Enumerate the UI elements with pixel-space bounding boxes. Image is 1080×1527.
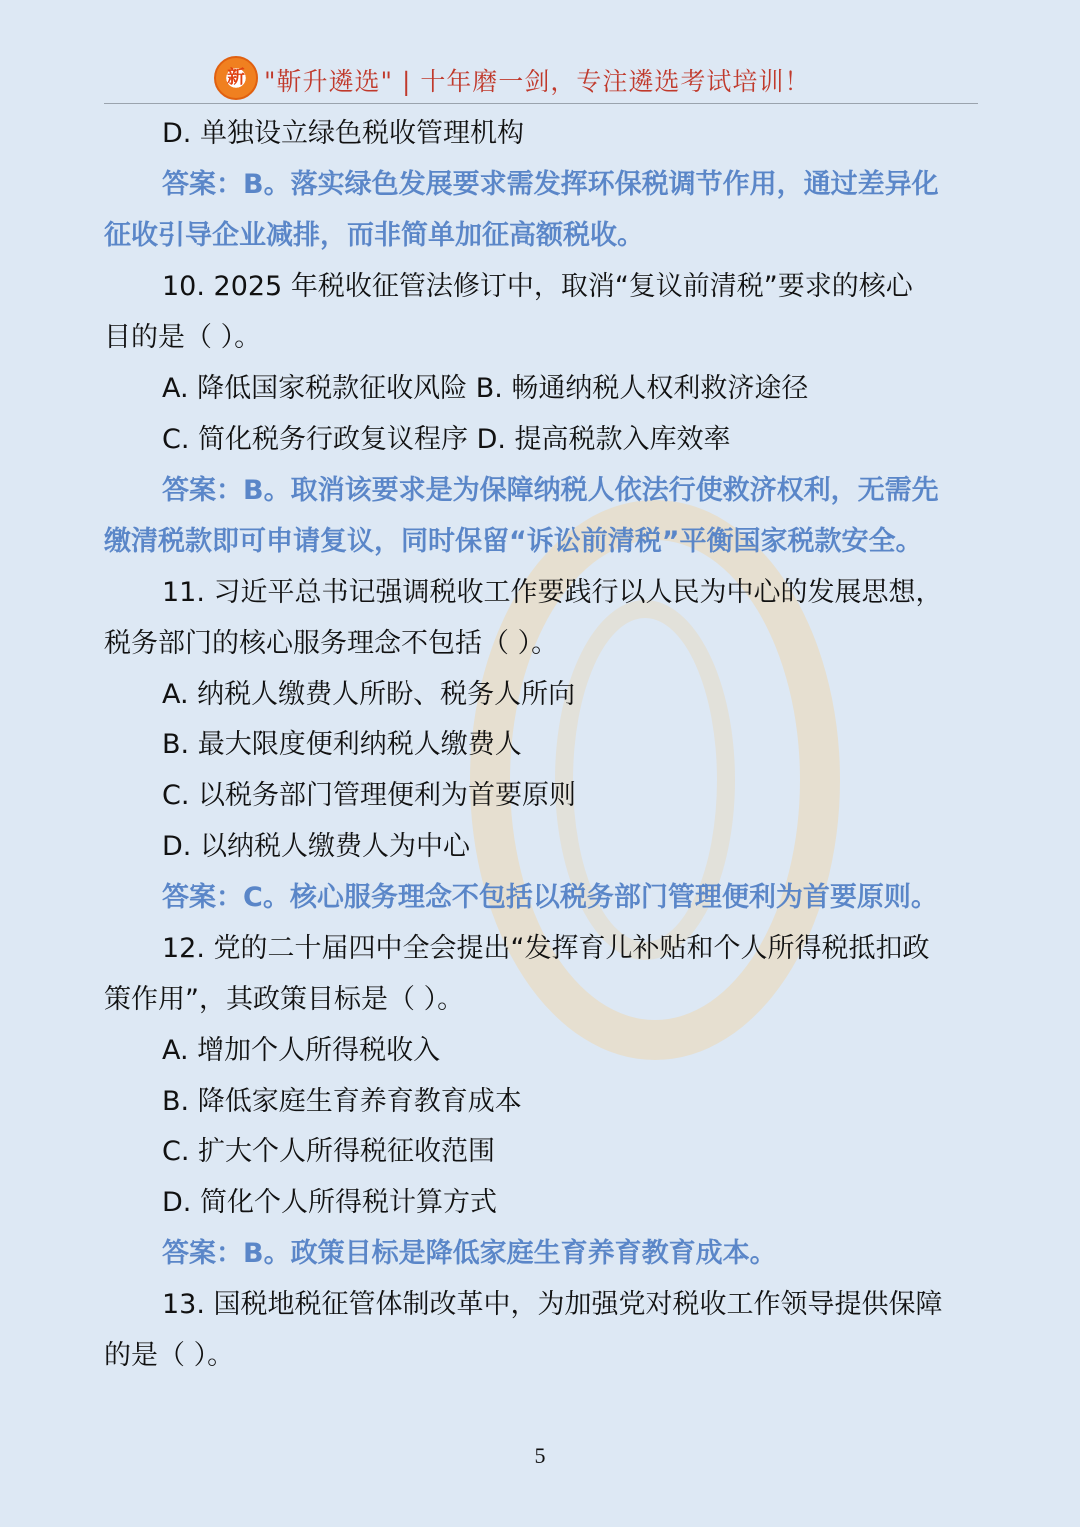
option-line: D. 简化个人所得税计算方式	[162, 1187, 497, 1218]
question-line: 13. 国税地税征管体制改革中，为加强党对税收工作领导提供保障	[162, 1289, 943, 1320]
answer-line: 征收引导企业减排，而非简单加征高额税收。	[104, 220, 644, 251]
question-line: 税务部门的核心服务理念不包括（ ）。	[104, 628, 559, 659]
option-line: C. 简化税务行政复议程序 D. 提高税款入库效率	[162, 424, 731, 455]
answer-line: 答案：B。落实绿色发展要求需发挥环保税调节作用，通过差异化	[162, 169, 939, 200]
question-line: 10. 2025 年税收征管法修订中，取消“复议前清税”要求的核心	[162, 271, 913, 302]
answer-line: 答案：C。核心服务理念不包括以税务部门管理便利为首要原则。	[162, 882, 938, 913]
option-line: B. 最大限度便利纳税人缴费人	[162, 729, 522, 760]
answer-line: 答案：B。取消该要求是为保障纳税人依法行使救济权利，无需先	[162, 475, 939, 506]
answer-line: 缴清税款即可申请复议，同时保留“诉讼前清税”平衡国家税款安全。	[104, 526, 923, 557]
brand-logo-icon: 新	[214, 56, 258, 100]
answer-line: 答案：B。政策目标是降低家庭生育养育教育成本。	[162, 1238, 777, 1269]
question-line: 策作用”，其政策目标是（ ）。	[104, 984, 465, 1015]
question-line: 的是（ ）。	[104, 1340, 235, 1371]
option-line: A. 纳税人缴费人所盼、税务人所向	[162, 679, 576, 710]
page-header	[104, 52, 978, 104]
page-number: 5	[534, 1443, 546, 1468]
option-line: B. 降低家庭生育养育教育成本	[162, 1086, 522, 1117]
option-line: A. 增加个人所得税收入	[162, 1035, 441, 1066]
option-line: C. 以税务部门管理便利为首要原则	[162, 780, 577, 811]
option-line: C. 扩大个人所得税征收范围	[162, 1136, 496, 1167]
option-line: D. 以纳税人缴费人为中心	[162, 831, 470, 862]
question-line: 12. 党的二十届四中全会提出“发挥育儿补贴和个人所得税抵扣政	[162, 933, 930, 964]
option-line: D. 单独设立绿色税收管理机构	[162, 118, 524, 149]
header-title: "靳升遴选" | 十年磨一剑，专注遴选考试培训！	[264, 67, 811, 96]
question-line: 11. 习近平总书记强调税收工作要践行以人民为中心的发展思想，	[162, 577, 943, 608]
option-line: A. 降低国家税款征收风险 B. 畅通纳税人权利救济途径	[162, 373, 809, 404]
question-line: 目的是（ ）。	[104, 322, 262, 353]
